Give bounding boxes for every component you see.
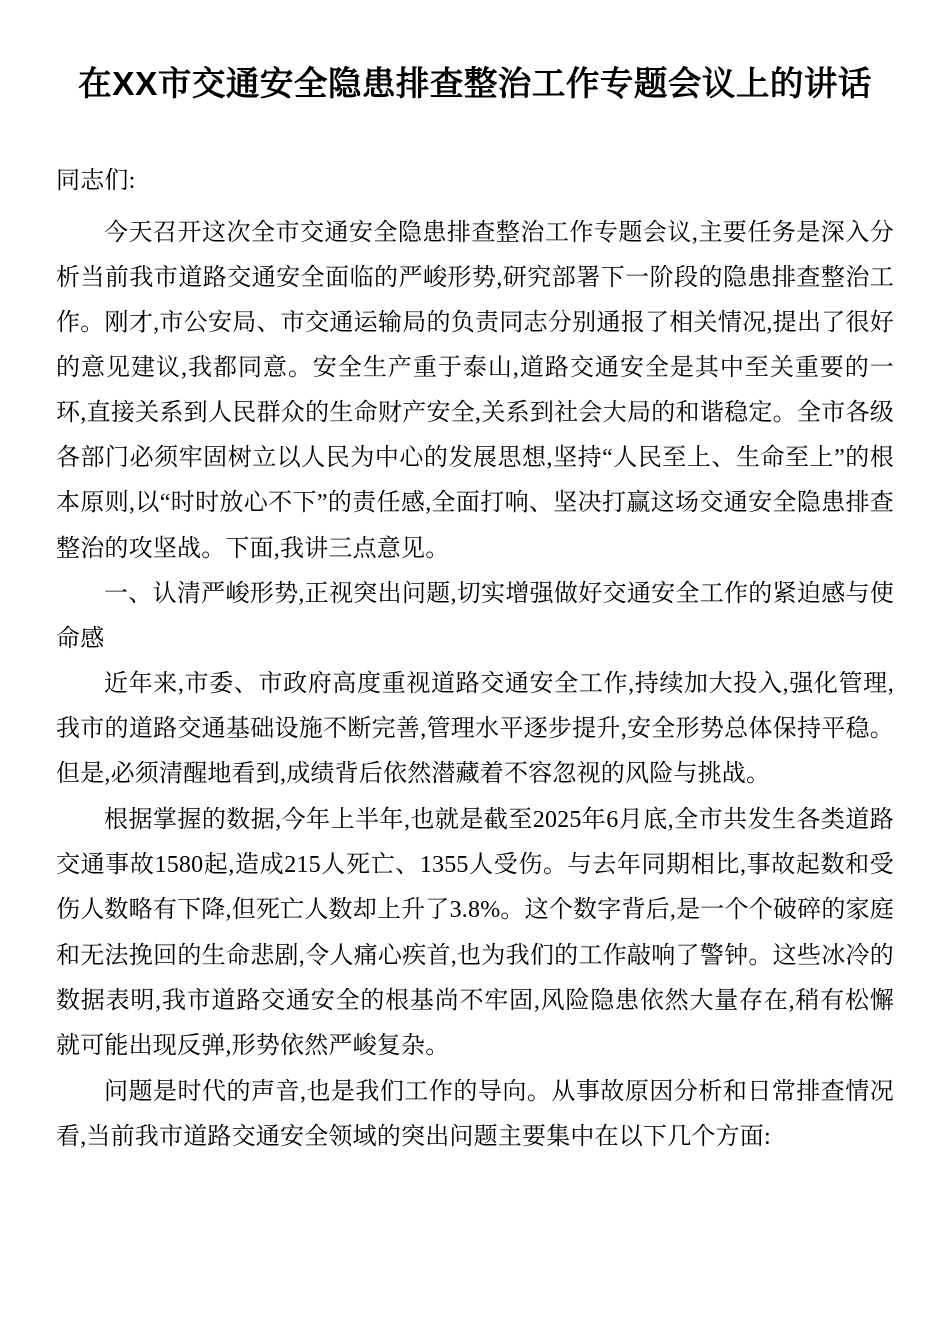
salutation: 同志们: (56, 168, 136, 195)
document-title: 在XX市交通安全隐患排查整治工作专题会议上的讲话 (78, 66, 872, 103)
section-heading-1: 一、认清严峻形势,正视突出问题,切实增强做好交通安全工作的紧迫感与使命感 (56, 580, 894, 652)
paragraph-4: 问题是时代的声音,也是我们工作的导向。从事故原因分析和日常排查情况看,当前我市道路交通安全领域的突出问题主要集中在以下几个方面: (56, 1078, 894, 1150)
paragraph-1: 今天召开这次全市交通安全隐患排查整治工作专题会议,主要任务是深入分析当前我市道路交通安全面临的严峻形势,研究部署下一阶段的隐患排查整治工作。刚才,市公安局、市交通运输局的负责同志分别通报了相关情况,提出了很好的意见建议,我都同意。安全生产重于泰山,道路交通安全是其中至关重要的一环,直接关系到人民群众的生命财产安全,关系到社会大局的和谐稳定。全市各级各部门必须牢固树立以人民为中心的发展思想,坚持“人民至上、生命至上”的根本原则,以“时时放心不下”的责任感,全面打响、坚决打赢这场交通安全隐患排查整治的攻坚战。下面,我讲三点意见。 (56, 219, 894, 562)
paragraph-3: 根据掌握的数据,今年上半年,也就是截至2025年6月底,全市共发生各类道路交通事故1580起,造成215人死亡、1355人受伤。与去年同期相比,事故起数和受伤人数略有下降,但死亡人数却上升了3.8%。这个数字背后,是一个个破碎的家庭和无法挽回的生命悲剧,令人痛心疾首,也为我们的工作敲响了警钟。这些冰冷的数据表明,我市道路交通安全的根基尚不牢固,风险隐患依然大量存在,稍有松懈就可能出现反弹,形势依然严峻复杂。 (56, 807, 894, 1059)
paragraph-2: 近年来,市委、市政府高度重视道路交通安全工作,持续加大投入,强化管理,我市的道路交通基础设施不断完善,管理水平逐步提升,安全形势总体保持平稳。但是,必须清醒地看到,成绩背后依然潜藏着不容忽视的风险与挑战。 (56, 670, 894, 788)
